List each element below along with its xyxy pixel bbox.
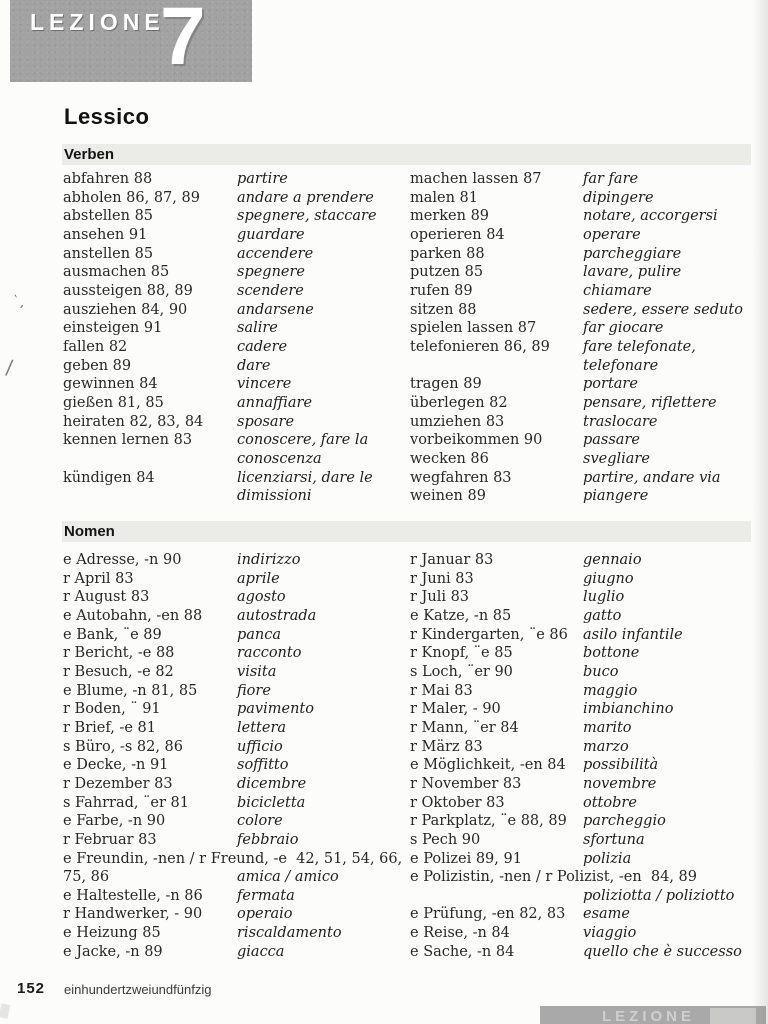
- german-term: r Maler, - 90: [410, 701, 501, 718]
- italian-translation: sfortuna: [583, 831, 645, 848]
- vocab-row: [63, 588, 409, 607]
- italian-translation: esame: [583, 906, 630, 923]
- vocab-row: [63, 943, 409, 962]
- italian-translation: operaio: [237, 906, 293, 923]
- german-term: r Besuch, -e 82: [63, 663, 174, 680]
- next-page-lesson-label: LEZIONE: [602, 1008, 696, 1024]
- german-term: e Prüfung, -en 82, 83: [410, 906, 566, 923]
- german-term: e Bank, ¨e 89: [63, 626, 162, 643]
- vocab-row: [63, 644, 409, 663]
- italian-translation: imbianchino: [583, 701, 674, 718]
- italian-translation: polizia: [583, 850, 632, 867]
- italian-translation: partire: [237, 171, 288, 187]
- italian-translation: dicembre: [237, 775, 307, 792]
- german-term: r Juli 83: [410, 589, 470, 606]
- italian-translation: luglio: [583, 589, 625, 606]
- vocab-row: [410, 170, 762, 189]
- section-band-nomen: [62, 521, 751, 542]
- italian-translation: panca: [237, 626, 282, 643]
- italian-translation: ufficio: [237, 738, 283, 755]
- italian-translation: lavare, pulire: [583, 264, 682, 281]
- italian-translation: notare, accorgersi: [583, 208, 718, 225]
- german-term: e Heizung 85: [63, 925, 161, 942]
- vocab-row: [410, 831, 762, 850]
- german-term: tragen 89: [410, 376, 482, 393]
- vocab-row: [410, 338, 762, 375]
- italian-translation: parcheggiare: [583, 245, 682, 262]
- section-title-verben: Verben: [64, 146, 115, 163]
- vocab-row: [63, 663, 409, 682]
- vocab-row: [63, 924, 409, 943]
- scan-mark: `,: [10, 293, 28, 312]
- german-term: vorbeikommen 90: [410, 432, 543, 449]
- vocab-row: [63, 338, 409, 357]
- italian-translation: soffitto: [237, 757, 289, 774]
- german-term: kündigen 84: [63, 469, 155, 486]
- vocab-row: [410, 551, 762, 570]
- german-term: anstellen 85: [63, 245, 154, 262]
- italian-translation: indirizzo: [237, 552, 301, 568]
- italian-translation: partire, andare via: [583, 469, 721, 486]
- german-term: e Autobahn, -en 88: [63, 607, 203, 624]
- italian-translation: marzo: [583, 738, 629, 755]
- vocab-row: [63, 226, 409, 245]
- italian-translation: portare: [583, 376, 638, 393]
- vocab-row: [63, 794, 409, 813]
- vocab-row: [63, 394, 409, 413]
- italian-translation: bicicletta: [237, 794, 306, 811]
- vocab-row: [63, 905, 409, 924]
- italian-translation: spegnere, staccare: [237, 208, 377, 225]
- italian-translation: bottone: [583, 645, 640, 662]
- vocab-row: [63, 831, 409, 850]
- vocab-row: [410, 663, 762, 682]
- german-term: abfahren 88: [63, 171, 153, 187]
- vocab-row: [410, 887, 762, 906]
- italian-translation: aprile: [237, 570, 280, 587]
- italian-translation: sposare: [237, 413, 295, 430]
- section-title-nomen: Nomen: [64, 523, 115, 540]
- vocab-row: [63, 626, 409, 645]
- vocab-row: [63, 719, 409, 738]
- italian-translation: annaffiare: [237, 394, 313, 411]
- german-term: aussteigen 88, 89: [63, 282, 193, 299]
- german-term: e Sache, -n 84: [410, 943, 515, 960]
- italian-translation: passare: [583, 432, 640, 449]
- vocab-row: [63, 551, 409, 570]
- vocab-row: [410, 588, 762, 607]
- german-term: r August 83: [63, 589, 150, 606]
- german-term: e Katze, -n 85: [410, 607, 512, 624]
- vocab-row: [63, 375, 409, 394]
- german-term: gewinnen 84: [63, 376, 158, 393]
- vocab-row: [410, 719, 762, 738]
- page-number: 152: [17, 980, 46, 997]
- vocab-row: [63, 431, 409, 468]
- italian-translation: agosto: [237, 589, 286, 606]
- next-page-number-box: [710, 1008, 756, 1024]
- italian-translation: dipingere: [583, 189, 654, 206]
- german-term: operieren 84: [410, 226, 505, 243]
- scan-smudge: [0, 1003, 10, 1019]
- vocab-row: [410, 413, 762, 432]
- vocab-row: [410, 850, 762, 869]
- german-term: r Bericht, -e 88: [63, 645, 175, 662]
- italian-translation: dare: [237, 357, 271, 374]
- german-term: abholen 86, 87, 89: [63, 189, 200, 206]
- vocab-row: [410, 319, 762, 338]
- german-term: heiraten 82, 83, 84: [63, 413, 204, 430]
- italian-translation: andare a prendere: [237, 189, 374, 206]
- german-term: wegfahren 83: [410, 469, 512, 486]
- italian-translation: guardare: [237, 226, 305, 243]
- german-term: wecken 86: [410, 450, 489, 467]
- vocab-row: [63, 570, 409, 589]
- italian-translation: far giocare: [583, 320, 664, 337]
- italian-translation: febbraio: [237, 831, 299, 848]
- german-term: s Pech 90: [410, 831, 481, 848]
- german-term: ansehen 91: [63, 226, 148, 243]
- italian-translation: gennaio: [583, 552, 642, 568]
- german-term: [410, 887, 583, 906]
- german-term: r Mann, ¨er 84: [410, 719, 519, 736]
- italian-translation: visita: [237, 663, 277, 680]
- italian-translation: vincere: [237, 376, 292, 393]
- german-term: r November 83: [410, 775, 522, 792]
- vocab-row: [410, 794, 762, 813]
- italian-translation: piangere: [583, 488, 649, 505]
- vocab-row: [63, 738, 409, 757]
- vocab-row: [63, 207, 409, 226]
- german-term: sitzen 88: [410, 301, 477, 318]
- italian-translation: salire: [237, 320, 278, 337]
- vocab-row: [410, 812, 762, 831]
- scan-mark: /: [4, 354, 14, 380]
- german-term: rufen 89: [410, 282, 473, 299]
- lesson-header-box: [10, 0, 252, 82]
- italian-translation: [583, 868, 762, 887]
- vocab-row: [410, 943, 762, 962]
- german-term: e Polizistin, -nen / r Polizist, -en 84, 89: [410, 869, 697, 886]
- german-term: r März 83: [410, 738, 483, 755]
- italian-translation: [237, 850, 409, 869]
- vocab-row: [63, 413, 409, 432]
- italian-translation: marito: [583, 719, 632, 736]
- italian-translation: colore: [237, 813, 283, 830]
- german-term: r Boden, ¨ 91: [63, 701, 161, 718]
- german-term: r Februar 83: [63, 831, 157, 848]
- vocab-row: [63, 469, 409, 506]
- german-term: putzen 85: [410, 264, 484, 281]
- german-term: e Möglichkeit, -en 84: [410, 757, 566, 774]
- vocab-row: [63, 607, 409, 626]
- german-term: e Reise, -n 84: [410, 925, 510, 942]
- vocab-row: [410, 905, 762, 924]
- italian-translation: accendere: [237, 245, 314, 262]
- german-term: abstellen 85: [63, 208, 154, 225]
- german-term: r April 83: [63, 570, 134, 587]
- german-term: e Haltestelle, -n 86: [63, 887, 203, 904]
- vocab-row: [410, 775, 762, 794]
- section-band-verben: [62, 144, 751, 165]
- vocab-row: [410, 282, 762, 301]
- italian-translation: licenziarsi, dare le dimissioni: [237, 469, 373, 505]
- german-term: r Parkplatz, ¨e 88, 89: [410, 813, 567, 830]
- italian-translation: asilo infantile: [583, 626, 683, 643]
- vocab-column-verben-right: [410, 170, 762, 506]
- italian-translation: giugno: [583, 570, 634, 587]
- german-term: s Fahrrad, ¨er 81: [63, 794, 189, 811]
- italian-translation: racconto: [237, 645, 302, 662]
- vocab-row: [410, 263, 762, 282]
- vocab-row: [410, 394, 762, 413]
- italian-translation: quello che è successo: [583, 943, 742, 960]
- italian-translation: pavimento: [237, 701, 314, 718]
- vocab-row: [410, 375, 762, 394]
- italian-translation: sedere, essere seduto: [583, 301, 743, 318]
- italian-translation: amica / amico: [237, 869, 339, 886]
- german-term: weinen 89: [410, 488, 486, 505]
- vocab-row: [63, 682, 409, 701]
- italian-translation: riscaldamento: [237, 925, 342, 942]
- vocab-row: [410, 868, 762, 887]
- german-term: r Knopf, ¨e 85: [410, 645, 513, 662]
- vocab-row: [63, 850, 409, 869]
- vocab-row: [410, 431, 762, 450]
- vocab-row: [63, 887, 409, 906]
- italian-translation: poliziotta / poliziotto: [583, 887, 735, 904]
- vocab-row: [63, 812, 409, 831]
- vocab-column-nomen-right: [410, 551, 762, 961]
- german-term: geben 89: [63, 357, 132, 374]
- vocab-row: [63, 756, 409, 775]
- italian-translation: lettera: [237, 719, 287, 736]
- german-term: 75, 86: [63, 869, 110, 886]
- italian-translation: parcheggio: [583, 813, 666, 830]
- italian-translation: possibilità: [583, 757, 659, 774]
- vocab-column-verben-left: [63, 170, 409, 506]
- german-term: r Januar 83: [410, 552, 494, 568]
- german-term: merken 89: [410, 208, 490, 225]
- italian-translation: autostrada: [237, 607, 317, 624]
- german-term: machen lassen 87: [410, 171, 542, 187]
- german-term: r Juni 83: [410, 570, 474, 587]
- vocab-row: [410, 469, 762, 488]
- vocab-row: [63, 282, 409, 301]
- italian-translation: fermata: [237, 887, 295, 904]
- italian-translation: viaggio: [583, 925, 637, 942]
- german-term: r Oktober 83: [410, 794, 505, 811]
- vocab-row: [410, 207, 762, 226]
- vocab-row: [410, 245, 762, 264]
- vocab-row: [63, 319, 409, 338]
- next-page-peek: [540, 1006, 766, 1024]
- italian-translation: operare: [583, 226, 641, 243]
- italian-translation: ottobre: [583, 794, 637, 811]
- italian-translation: maggio: [583, 682, 638, 699]
- german-term: e Freundin, -nen / r Freund, -e 42, 51, 54, 66,: [63, 850, 403, 867]
- vocab-row: [410, 626, 762, 645]
- vocab-row: [410, 450, 762, 469]
- italian-translation: conoscere, fare la conoscenza: [237, 432, 369, 467]
- vocab-row: [410, 682, 762, 701]
- german-term: malen 81: [410, 189, 479, 206]
- italian-translation: buco: [583, 663, 619, 680]
- vocab-row: [410, 756, 762, 775]
- german-term: e Polizei 89, 91: [410, 850, 522, 867]
- italian-translation: spegnere: [237, 264, 306, 281]
- vocab-row: [63, 189, 409, 208]
- german-term: telefonieren 86, 89: [410, 338, 550, 355]
- german-term: r Brief, -e 81: [63, 719, 156, 736]
- italian-translation: pensare, riflettere: [583, 394, 717, 411]
- german-term: e Farbe, -n 90: [63, 813, 166, 830]
- italian-translation: traslocare: [583, 413, 658, 430]
- german-term: gießen 81, 85: [63, 394, 164, 411]
- vocab-row: [410, 487, 762, 506]
- vocab-row: [410, 570, 762, 589]
- vocab-row: [410, 226, 762, 245]
- german-term: e Jacke, -n 89: [63, 943, 163, 960]
- vocab-row: [63, 700, 409, 719]
- german-term: e Adresse, -n 90: [63, 552, 182, 568]
- vocab-column-nomen-left: [63, 551, 409, 961]
- vocab-row: [410, 189, 762, 208]
- lesson-number: 7: [160, 0, 206, 82]
- vocab-row: [410, 700, 762, 719]
- scan-edge-shadow: [752, 0, 768, 1024]
- german-term: e Blume, -n 81, 85: [63, 682, 198, 699]
- italian-translation: chiamare: [583, 282, 652, 299]
- vocab-row: [63, 301, 409, 320]
- vocab-row: [63, 263, 409, 282]
- german-term: fallen 82: [63, 338, 128, 355]
- page-title: Lessico: [64, 104, 150, 129]
- italian-translation: andarsene: [237, 301, 314, 318]
- german-term: r Mai 83: [410, 682, 473, 699]
- german-term: s Büro, -s 82, 86: [63, 738, 183, 755]
- german-term: parken 88: [410, 245, 485, 262]
- vocab-row: [63, 245, 409, 264]
- italian-translation: fare telefonate, telefonare: [583, 338, 696, 374]
- vocab-row: [63, 170, 409, 189]
- german-term: s Loch, ¨er 90: [410, 663, 513, 680]
- vocab-row: [410, 738, 762, 757]
- german-term: e Decke, -n 91: [63, 757, 169, 774]
- vocab-row: [63, 357, 409, 376]
- italian-translation: fiore: [237, 682, 271, 699]
- german-term: ausmachen 85: [63, 264, 170, 281]
- italian-translation: svegliare: [583, 450, 650, 467]
- german-term: r Kindergarten, ¨e 86: [410, 626, 568, 643]
- german-term: spielen lassen 87: [410, 320, 537, 337]
- german-term: umziehen 83: [410, 413, 505, 430]
- german-term: überlegen 82: [410, 394, 508, 411]
- italian-translation: cadere: [237, 338, 288, 355]
- italian-translation: novembre: [583, 775, 657, 792]
- german-term: einsteigen 91: [63, 320, 163, 337]
- german-term: r Handwerker, - 90: [63, 906, 203, 923]
- vocab-row: [410, 644, 762, 663]
- vocab-row: [410, 607, 762, 626]
- vocab-row: [63, 868, 409, 887]
- italian-translation: gatto: [583, 607, 622, 624]
- italian-translation: scendere: [237, 282, 304, 299]
- german-term: r Dezember 83: [63, 775, 173, 792]
- german-term: kennen lernen 83: [63, 432, 193, 449]
- italian-translation: far fare: [583, 171, 639, 187]
- lesson-label: LEZIONE: [30, 9, 165, 35]
- page-number-word: einhundertzweiundfünfzig: [64, 982, 212, 997]
- german-term: ausziehen 84, 90: [63, 301, 188, 318]
- vocab-row: [410, 924, 762, 943]
- vocab-row: [410, 301, 762, 320]
- italian-translation: giacca: [237, 943, 285, 960]
- vocab-row: [63, 775, 409, 794]
